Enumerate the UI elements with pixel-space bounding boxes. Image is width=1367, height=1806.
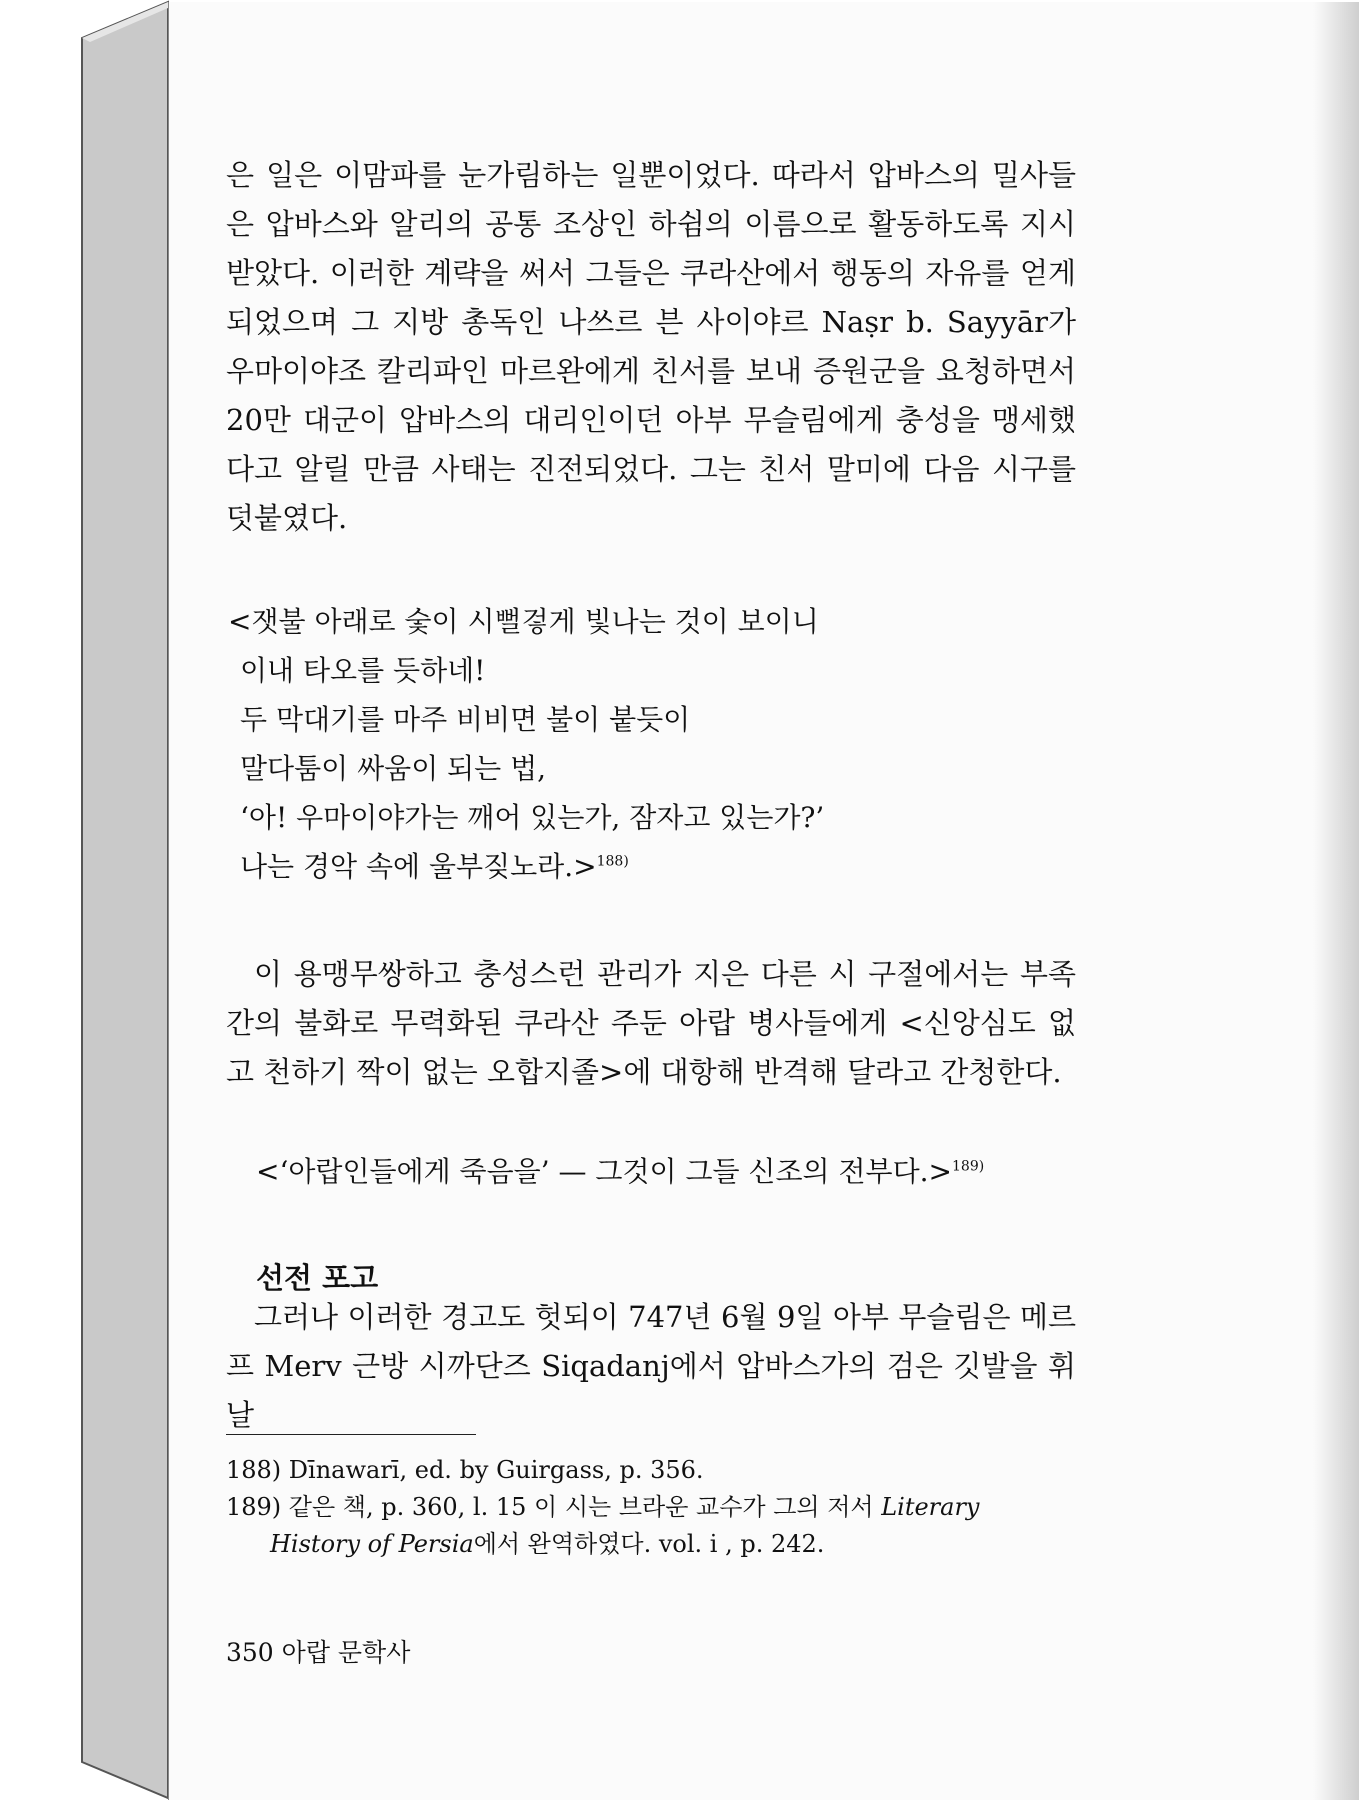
- quote-line: [256, 1147, 984, 1196]
- footnote-ref-189[interactable]: 189): [952, 1158, 985, 1175]
- quote-text: <‘아랍인들에게 죽음을’ — 그것이 그들 신조의 전부다.>: [256, 1155, 952, 1188]
- body-paragraph-1: [226, 151, 1076, 543]
- poem-line-4: 말다툼이 싸움이 되는 법,: [240, 752, 547, 785]
- footnote-divider: [226, 1434, 476, 1435]
- body-paragraph-2: [226, 950, 1076, 1097]
- poem-line-1: <잿불 아래로 숯이 시뻘겋게 빛나는 것이 보이니: [228, 605, 819, 638]
- footnote-189: [226, 1489, 1081, 1563]
- footnotes: [226, 1452, 1081, 1563]
- footnote-ref-188[interactable]: 188): [596, 853, 629, 870]
- poem-line-5: ‘아! 우마이야가는 깨어 있는가, 잠자고 있는가?’: [240, 801, 825, 834]
- poem-block: [228, 597, 825, 891]
- poem-line-3: 두 막대기를 마주 비비면 불이 붙듯이: [240, 703, 691, 736]
- page-edge-shadow: [1313, 2, 1359, 1800]
- footnote-189-text-b: 에서 완역하였다. vol. i , p. 242.: [473, 1530, 825, 1558]
- poem-line-2: 이내 타오를 듯하네!: [240, 654, 486, 687]
- paragraph-text: 그러나 이러한 경고도 헛되이 747년 6월 9일 아부 무슬림은 메르프 Merv 근방 시까단즈 Siqadanj에서 압바스가의 검은 깃발을 휘날: [226, 1300, 1076, 1432]
- footnote-189-title-part2: History of Persia: [270, 1530, 474, 1558]
- poem-line-6-text: 나는 경악 속에 울부짖노라.>: [240, 850, 597, 883]
- footnote-189-text-a: 189) 같은 책, p. 360, l. 15 이 시는 브라운 교수가 그의 저서: [226, 1493, 882, 1521]
- poem-line-6: [240, 842, 824, 891]
- footnote-188: 188) Dīnawarī, ed. by Guirgass, p. 356.: [226, 1456, 704, 1484]
- body-paragraph-3: [226, 1293, 1076, 1440]
- quote-block: [256, 1147, 984, 1196]
- page-footer: 350 아랍 문학사: [226, 1638, 411, 1667]
- footnote-189-continuation: [226, 1526, 1081, 1563]
- book-spine: [0, 0, 175, 1806]
- section-heading: 선전 포고: [256, 1261, 379, 1295]
- paragraph-text: 이 용맹무쌍하고 충성스런 관리가 지은 다른 시 구절에서는 부족 간의 불화로 무력화된 쿠라산 주둔 아랍 병사들에게 <신앙심도 없고 천하기 짝이 없는 오합지졸>에 대항해 반격해 달라고 간청한다.: [226, 957, 1076, 1089]
- footnote-189-title-part1: Literary: [881, 1493, 980, 1521]
- paragraph-text: 은 일은 이맘파를 눈가림하는 일뿐이었다. 따라서 압바스의 밀사들은 압바스와 알리의 공통 조상인 하쉼의 이름으로 활동하도록 지시받았다. 이러한 계략을 써서 그들은 쿠라산에서 행동의 자유를 얻게 되었으며 그 지방 총독인 나쓰르 븐 사이야르 Naṣr b. Sayyār가 우마이야조 칼리파인 마르완에게 친서를 보내 증원군을 요청하면서 20만 대군이 압바스의 대리인이던 아부 무슬림에게 충성을 맹세했다고 알릴 만큼 사태는 진전되었다. 그는 친서 말미에 다음 시구를 덧붙였다.: [226, 158, 1076, 535]
